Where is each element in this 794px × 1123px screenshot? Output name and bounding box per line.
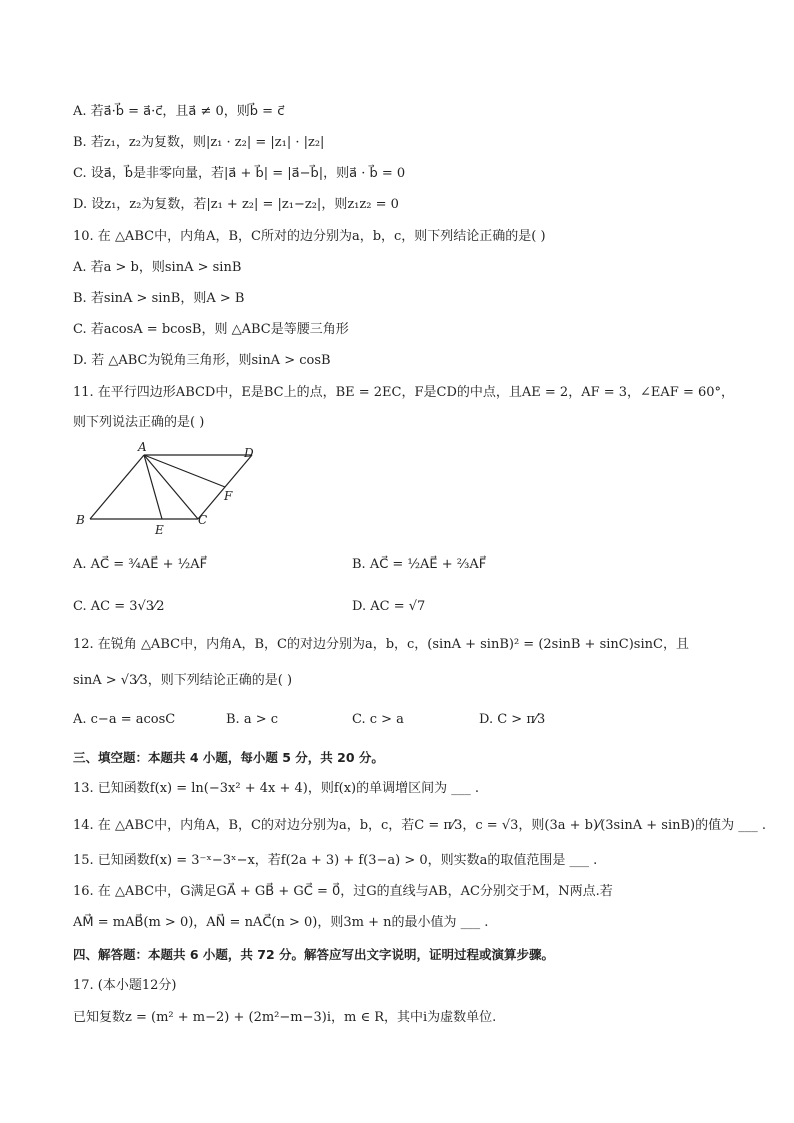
- q11-stem-line1: 11. 在平行四边形ABCD中，E是BC上的点，BE = 2EC，F是CD的中点，且AE = 2，AF = 3，∠EAF = 60°，: [73, 385, 735, 400]
- label-e: E: [155, 523, 164, 537]
- label-d: D: [244, 446, 254, 460]
- segment-ac: [144, 455, 198, 519]
- q12-stem-line1: 12. 在锐角 △ABC中，内角A，B，C的对边分别为a，b，c，(sinA + sinB)² = (2sinB + sinC)sinC，且: [73, 637, 689, 652]
- label-f: F: [224, 489, 233, 503]
- q10-option-d: D. 若 △ABC为锐角三角形，则sinA > cosB: [73, 353, 331, 368]
- q10-option-b: B. 若sinA > sinB，则A > B: [73, 291, 245, 306]
- q11-option-a: A. AC⃗ = ³⁄₄AE⃗ + ½AF⃗: [73, 557, 208, 572]
- q16-line1: 16. 在 △ABC中，G满足GA⃗ + GB⃗ + GC⃗ = 0⃗，过G的直线与AB，AC分别交于M，N两点.若: [73, 884, 613, 899]
- q11-option-d: D. AC = √7: [352, 599, 426, 614]
- q15: 15. 已知函数f(x) = 3⁻ˣ−3ˣ−x，若f(2a + 3) + f(3−a) > 0，则实数a的取值范围是 ___ .: [73, 853, 598, 868]
- q10-option-a: A. 若a > b，则sinA > sinB: [73, 260, 242, 275]
- q11-option-b: B. AC⃗ = ½AE⃗ + ⅔AF⃗: [352, 557, 487, 572]
- segment-ae: [144, 455, 162, 519]
- q12-option-c: C. c > a: [352, 712, 404, 727]
- edge-ab: [90, 455, 144, 519]
- q10-option-c: C. 若acosA = bcosB，则 △ABC是等腰三角形: [73, 322, 349, 337]
- label-b: B: [76, 513, 85, 527]
- parallelogram-figure: [70, 442, 270, 542]
- q12-option-b: B. a > c: [226, 712, 279, 727]
- q10-stem: 10. 在 △ABC中，内角A，B，C所对的边分别为a，b，c，则下列结论正确的是( ): [73, 229, 546, 244]
- label-a: A: [138, 442, 147, 454]
- q14: 14. 在 △ABC中，内角A，B，C的对边分别为a，b，c，若C = π⁄3，c = √3，则(3a + b)⁄(3sinA + sinB)的值为 ___ .: [73, 818, 767, 833]
- q17-title: 17. (本小题12分): [73, 978, 177, 993]
- q17-body: 已知复数z = (m² + m−2) + (2m²−m−3)i，m ∈ R，其中i为虚数单位.: [73, 1010, 497, 1025]
- segment-af: [144, 455, 225, 487]
- q9-option-a: A. 若a⃗·b⃗ = a⃗·c⃗，且a⃗ ≠ 0，则b⃗ = c⃗: [73, 104, 285, 119]
- q9-option-c: C. 设a⃗，b⃗是非零向量，若|a⃗ + b⃗| = |a⃗−b⃗|，则a⃗ · b⃗ = 0: [73, 166, 406, 181]
- q11-option-c: C. AC = 3√3⁄2: [73, 599, 165, 614]
- q13: 13. 已知函数f(x) = ln(−3x² + 4x + 4)，则f(x)的单调增区间为 ___ .: [73, 781, 480, 796]
- q12-stem-line2: sinA > √3⁄3，则下列结论正确的是( ): [73, 673, 293, 688]
- section-solution-heading: 四、解答题：本题共 6 小题，共 72 分。解答应写出文字说明，证明过程或演算步骤。: [73, 947, 555, 962]
- label-c: C: [198, 513, 208, 527]
- q9-option-b: B. 若z₁，z₂为复数，则|z₁ · z₂| = |z₁| · |z₂|: [73, 135, 325, 150]
- q11-stem-line2: 则下列说法正确的是( ): [73, 415, 205, 430]
- q12-option-a: A. c−a = acosC: [73, 712, 176, 727]
- q12-option-d: D. C > π⁄3: [479, 712, 546, 727]
- section-fill-in-heading: 三、填空题：本题共 4 小题，每小题 5 分，共 20 分。: [73, 750, 384, 765]
- q16-line2: AM⃗ = mAB⃗(m > 0)，AN⃗ = nAC⃗(n > 0)，则3m + n的最小值为 ___ .: [73, 915, 489, 930]
- q9-option-d: D. 设z₁，z₂为复数，若|z₁ + z₂| = |z₁−z₂|，则z₁z₂ = 0: [73, 197, 399, 212]
